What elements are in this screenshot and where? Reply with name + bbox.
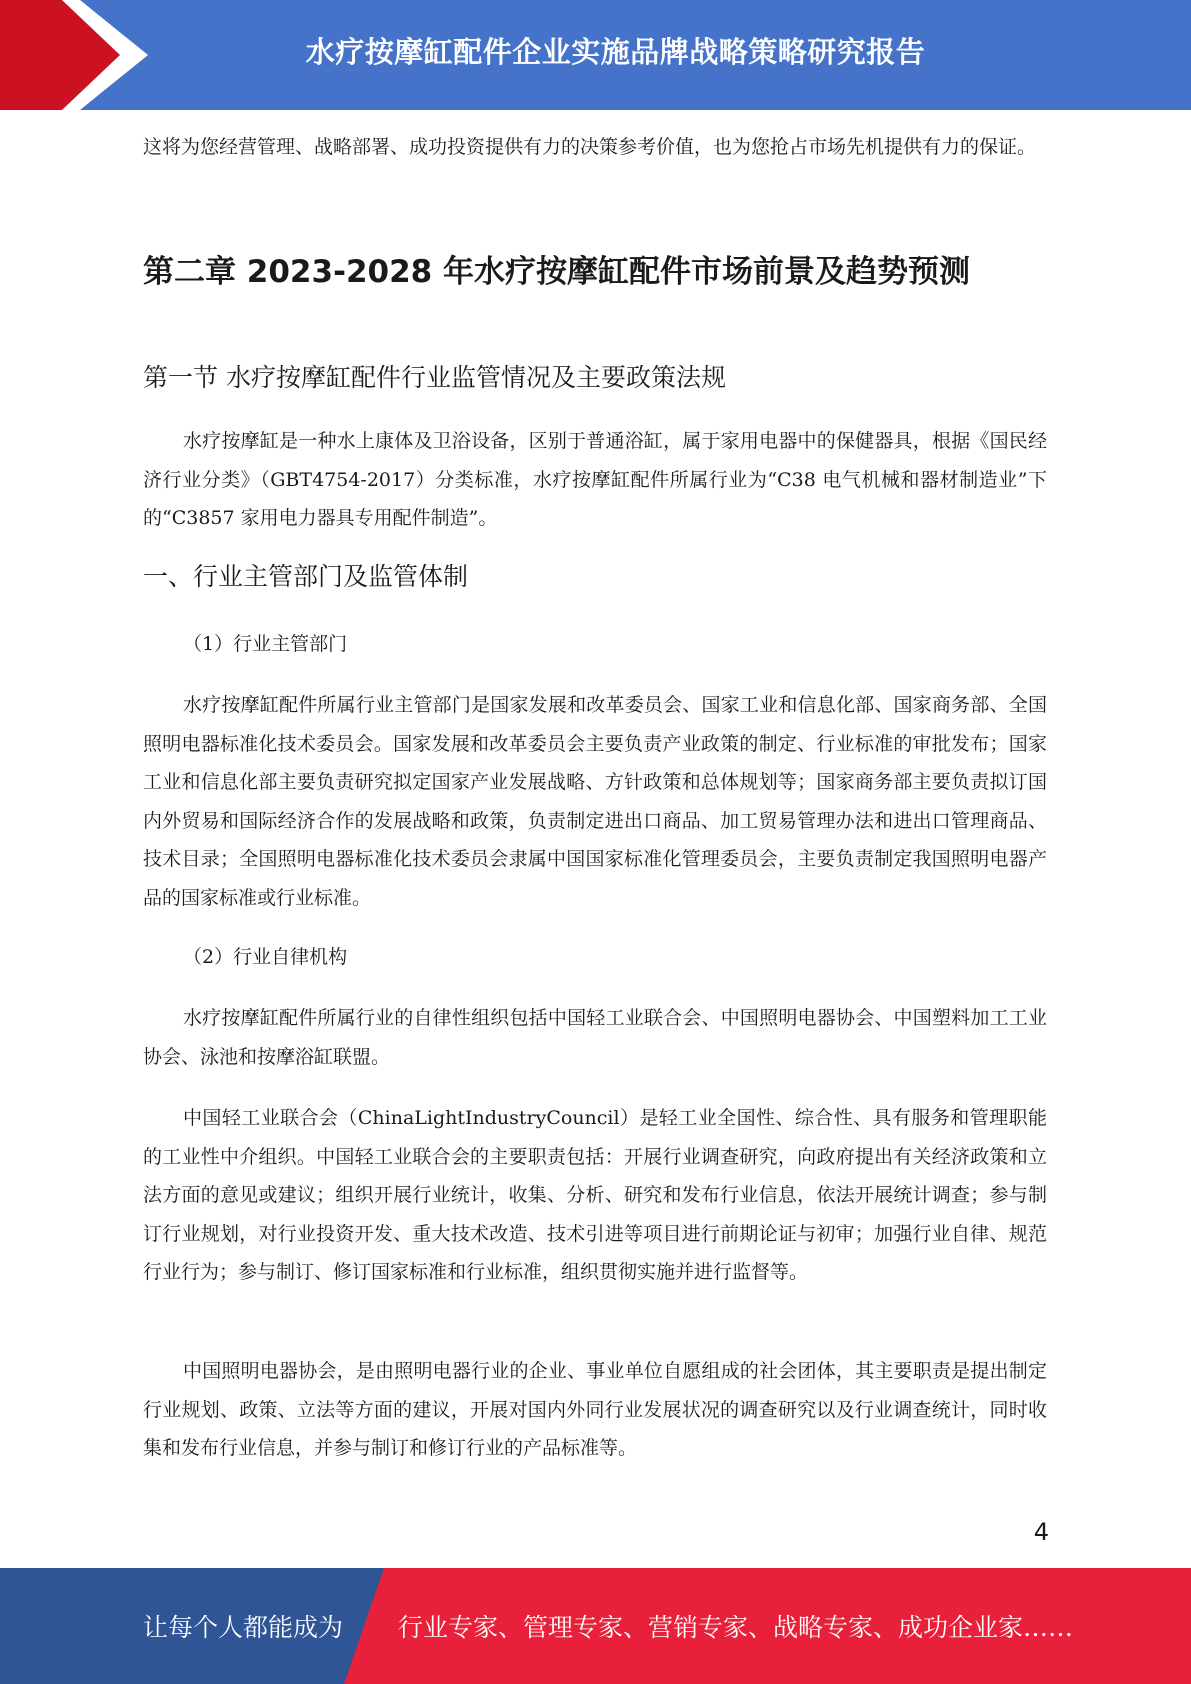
subsection-block (143, 559, 1047, 595)
page-number: 4 (1033, 1518, 1049, 1546)
header-arrow-decoration (0, 0, 160, 110)
council-block (143, 1099, 1047, 1292)
lighting-paragraph: 中国照明电器协会，是由照明电器行业的企业、事业单位自愿组成的社会团体，其主要职责是提出制定行业规划、政策、立法等方面的建议，开展对国内外同行业发展状况的调查研究以及行业调查统计，同时收集和发布行业信息，并参与制订和修订行业的产品标准等。 (143, 1360, 1047, 1459)
item2-text-block (143, 999, 1047, 1076)
lighting-block (143, 1352, 1047, 1468)
page-header (0, 0, 1191, 110)
section-paragraph: 水疗按摩缸是一种水上康体及卫浴设备，区别于普通浴缸，属于家用电器中的保健器具，根据《国民经济行业分类》（GBT4754-2017）分类标准，水疗按摩缸配件所属行业为“C38 电气机械和器材制造业”下的“C3857 家用电力器具专用配件制造”。 (143, 430, 1047, 529)
intro-paragraph: 这将为您经营管理、战略部署、成功投资提供有力的决策参考价值，也为您抢占市场先机提供有力的保证。 (143, 136, 1037, 158)
section-block (143, 360, 1047, 396)
section-title: 第一节 水疗按摩缸配件行业监管情况及主要政策法规 (143, 363, 726, 392)
page-footer (0, 1568, 1191, 1684)
item2-label-block (143, 938, 1047, 976)
item1-paragraph: 水疗按摩缸配件所属行业主管部门是国家发展和改革委员会、国家工业和信息化部、国家商务部、全国照明电器标准化技术委员会。国家发展和改革委员会主要负责产业政策的制定、行业标准的审批发布；国家工业和信息化部主要负责研究拟定国家产业发展战略、方针政策和总体规划等；国家商务部主要负责拟订国内外贸易和国际经济合作的发展战略和政策，负责制定进出口商品、加工贸易管理办法和进出口管理商品、技术目录；全国照明电器标准化技术委员会隶属中国国家标准化管理委员会，主要负责制定我国照明电器产品的国家标准或行业标准。 (143, 694, 1047, 909)
item1-text-block (143, 686, 1047, 917)
item1-label: （1）行业主管部门 (183, 633, 348, 655)
footer-slogan-right: 行业专家、管理专家、营销专家、战略专家、成功企业家…… (398, 1613, 1074, 1642)
section-intro-block (143, 422, 1047, 538)
item1-label-block (143, 625, 1047, 663)
subsection-title: 一、行业主管部门及监管体制 (143, 562, 469, 591)
item2-paragraph: 水疗按摩缸配件所属行业的自律性组织包括中国轻工业联合会、中国照明电器协会、中国塑料加工工业协会、泳池和按摩浴缸联盟。 (143, 1007, 1047, 1068)
footer-slogan-left: 让每个人都能成为 (143, 1613, 344, 1642)
chapter-block (143, 252, 1047, 292)
chapter-title: 第二章 2023-2028 年水疗按摩缸配件市场前景及趋势预测 (143, 254, 971, 290)
item2-label: （2）行业自律机构 (183, 946, 348, 968)
council-paragraph: 中国轻工业联合会（ChinaLightIndustryCouncil）是轻工业全国性、综合性、具有服务和管理职能的工业性中介组织。中国轻工业联合会的主要职责包括：开展行业调查研究，向政府提出有关经济政策和立法方面的意见或建议；组织开展行业统计，收集、分析、研究和发布行业信息，依法开展统计调查；参与制订行业规划，对行业投资开发、重大技术改造、技术引进等项目进行前期论证与初审；加强行业自律、规范行业行为；参与制订、修订国家标准和行业标准，组织贯彻实施并进行监督等。 (143, 1107, 1047, 1283)
report-title: 水疗按摩缸配件企业实施品牌战略策略研究报告 (305, 34, 926, 69)
intro-block (143, 128, 1047, 167)
